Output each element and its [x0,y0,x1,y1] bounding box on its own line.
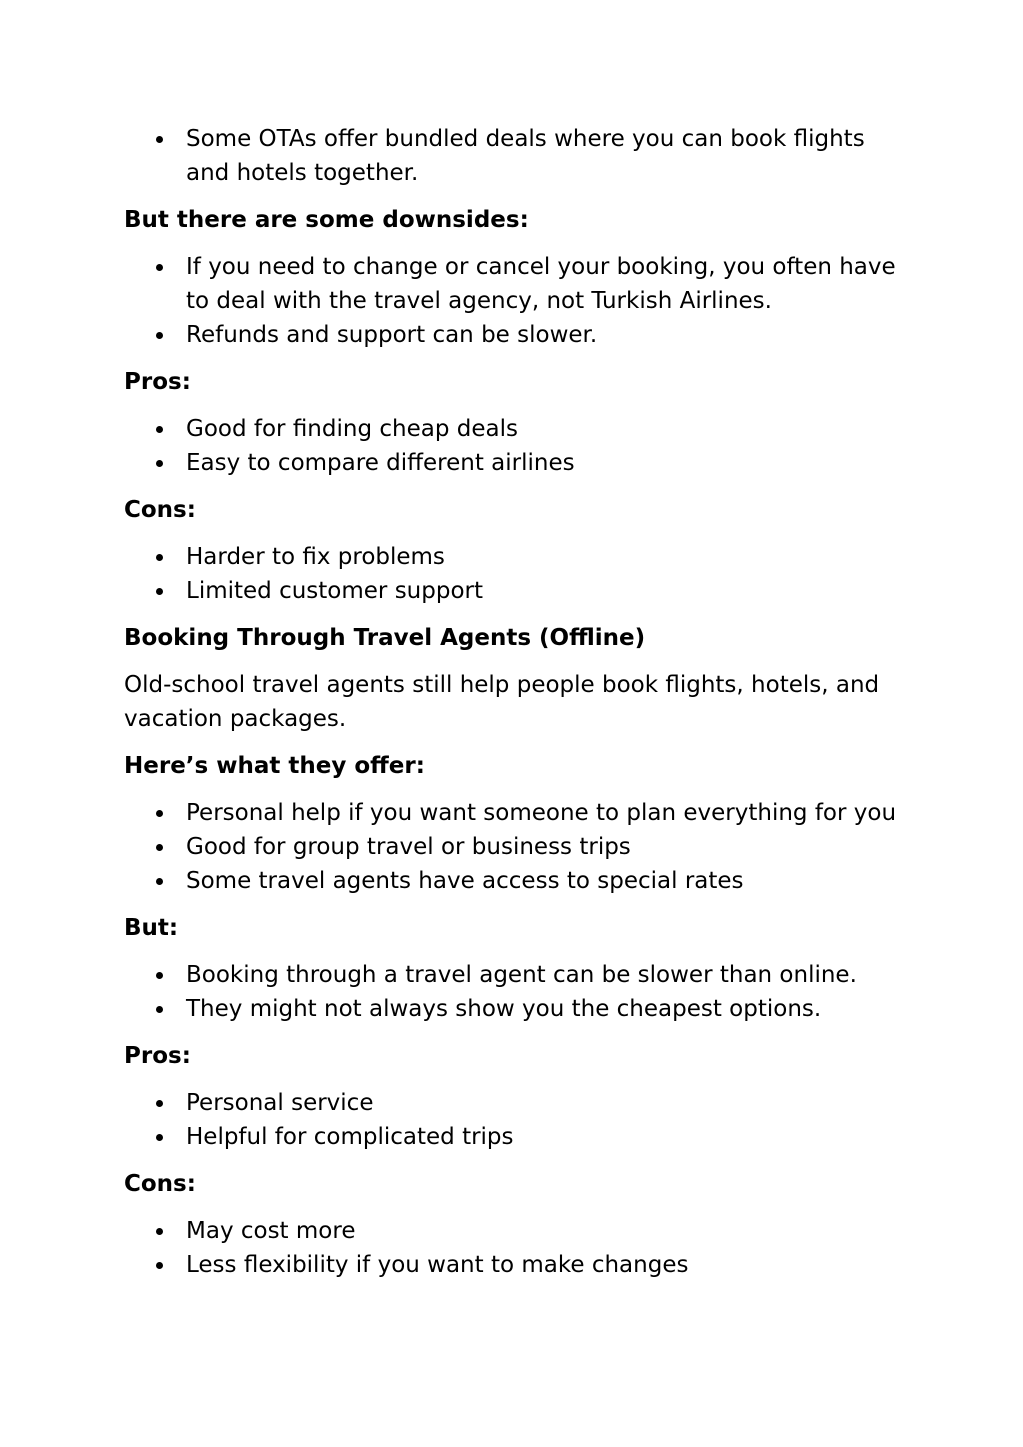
bullet-icon [156,460,163,467]
list-item-text: They might not always show you the cheapest options. [186,996,822,1022]
bullet-icon [156,588,163,595]
list-item-text: May cost more [186,1218,356,1244]
ota-bundled-list [124,122,914,190]
list-item-text: Booking through a travel agent can be slower than online. [186,962,857,988]
ota-pros-heading: Pros: [124,369,191,395]
list-item [124,796,914,830]
list-item-text: Some OTAs offer bundled deals where you can book flights and hotels together. [186,126,865,186]
agents-pros-heading: Pros: [124,1043,191,1069]
list-item-text: Good for finding cheap deals [186,416,518,442]
list-item [124,412,914,446]
ota-downsides-list [124,250,914,352]
agents-offer-heading: Here’s what they offer: [124,753,425,779]
agents-but-heading: But: [124,915,179,941]
list-item-text: If you need to change or cancel your booking, you often have to deal with the travel agency, not Turkish Airlines. [186,254,896,314]
bullet-icon [156,844,163,851]
ota-downsides-heading: But there are some downsides: [124,207,529,233]
agents-offer-list [124,796,914,898]
list-item-text: Personal service [186,1090,374,1116]
agents-cons-list [124,1214,914,1282]
list-item [124,250,914,318]
list-item-text: Harder to fix problems [186,544,445,570]
bullet-icon [156,264,163,271]
ota-pros-list [124,412,914,480]
list-item [124,318,914,352]
list-item [124,122,914,190]
list-item-text: Good for group travel or business trips [186,834,631,860]
bullet-icon [156,554,163,561]
list-item [124,864,914,898]
list-item-text: Refunds and support can be slower. [186,322,598,348]
list-item [124,540,914,574]
agents-pros-list [124,1086,914,1154]
list-item-text: Helpful for complicated trips [186,1124,514,1150]
list-item-text: Limited customer support [186,578,484,604]
bullet-icon [156,1228,163,1235]
list-item-text: Easy to compare different airlines [186,450,575,476]
bullet-icon [156,1006,163,1013]
document-page [124,122,914,1295]
travel-agents-section-heading: Booking Through Travel Agents (Offline) [124,625,646,651]
list-item [124,1248,914,1282]
list-item [124,958,914,992]
list-item [124,1214,914,1248]
bullet-icon [156,426,163,433]
bullet-icon [156,332,163,339]
ota-cons-heading: Cons: [124,497,196,523]
list-item-text: Some travel agents have access to special rates [186,868,744,894]
list-item [124,830,914,864]
agents-but-list [124,958,914,1026]
bullet-icon [156,972,163,979]
list-item-text: Personal help if you want someone to plan everything for you [186,800,897,826]
list-item [124,1120,914,1154]
bullet-icon [156,1134,163,1141]
ota-cons-list [124,540,914,608]
list-item-text: Less flexibility if you want to make changes [186,1252,689,1278]
bullet-icon [156,810,163,817]
bullet-icon [156,136,163,143]
bullet-icon [156,1262,163,1269]
travel-agents-intro-paragraph: Old-school travel agents still help people book flights, hotels, and vacation packages. [124,672,880,732]
agents-cons-heading: Cons: [124,1171,196,1197]
list-item [124,446,914,480]
bullet-icon [156,1100,163,1107]
list-item [124,574,914,608]
list-item [124,1086,914,1120]
list-item [124,992,914,1026]
bullet-icon [156,878,163,885]
